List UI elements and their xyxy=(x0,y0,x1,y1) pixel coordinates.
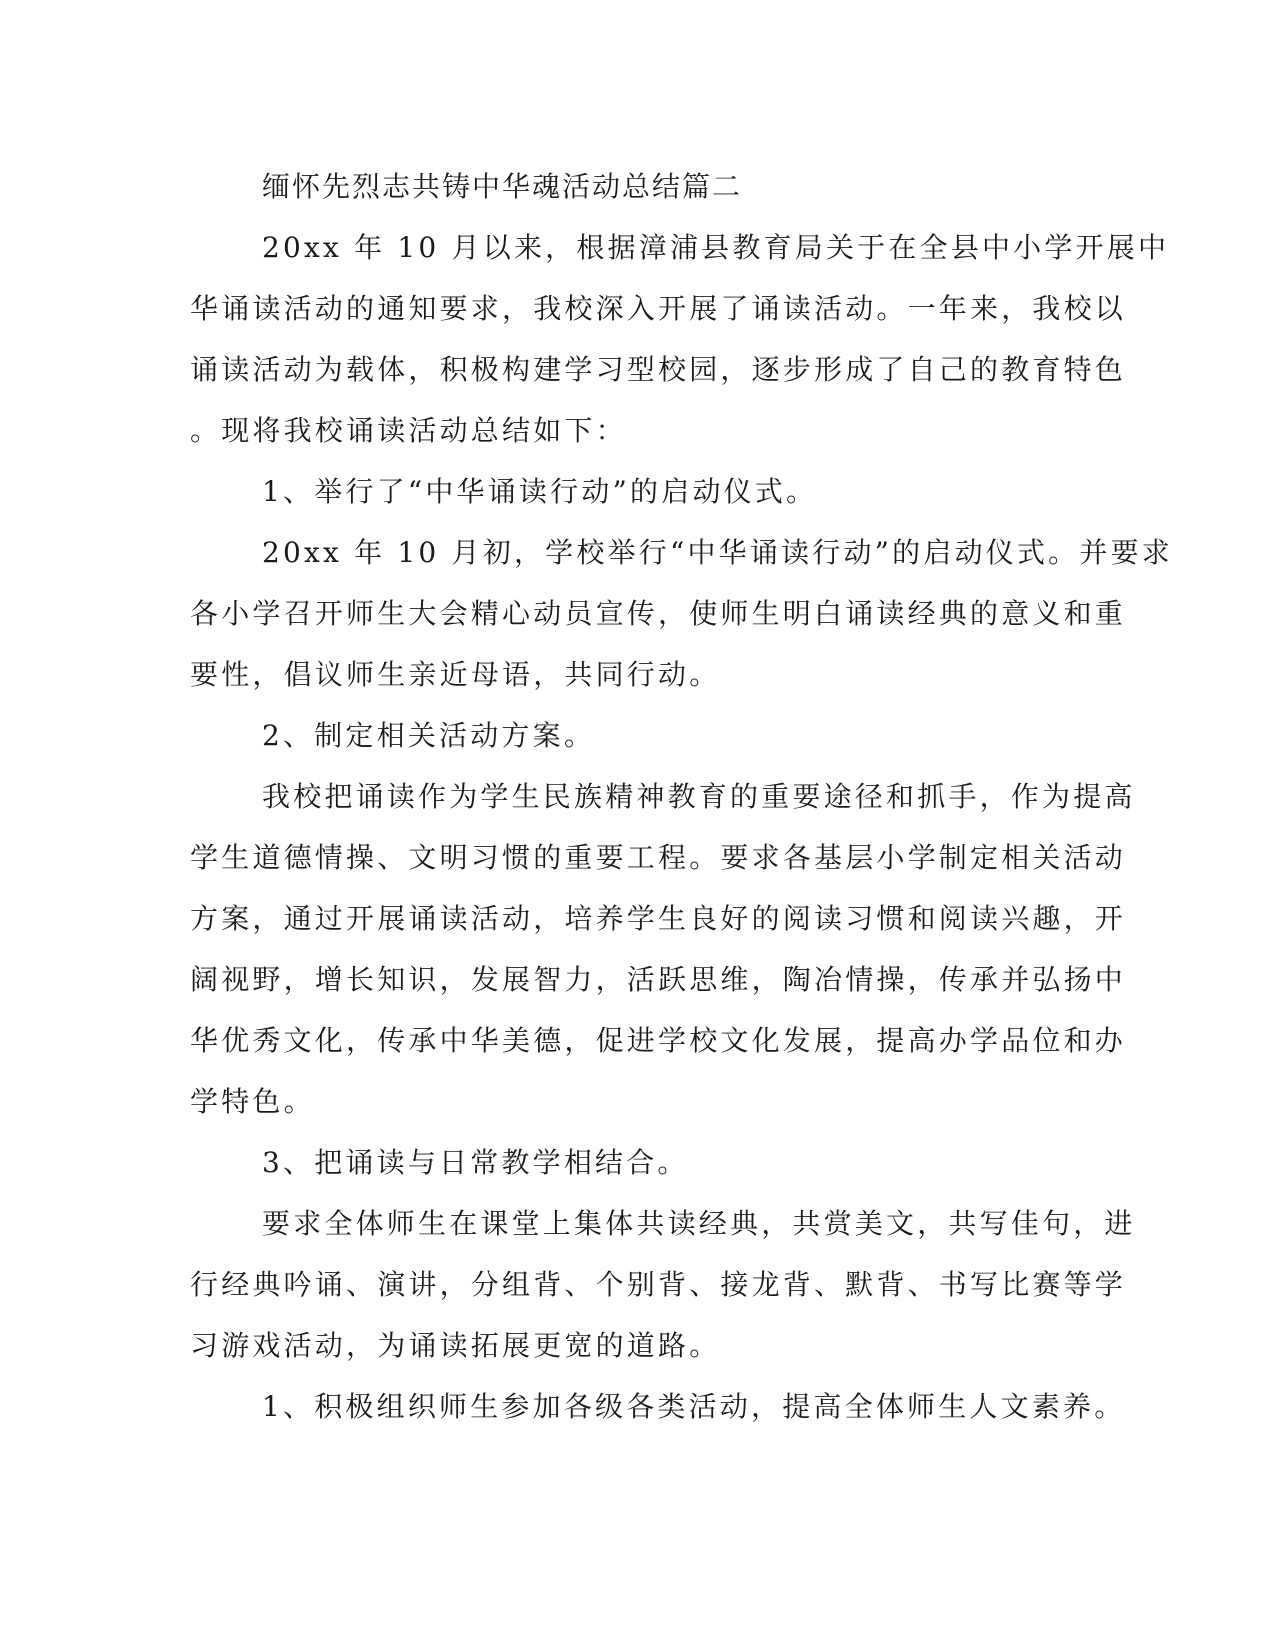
text-line: 华优秀文化，传承中华美德，促进学校文化发展，提高办学品位和办 xyxy=(190,1024,1127,1057)
document-title: 缅怀先烈志共铸中华魂活动总结篇二 xyxy=(262,170,743,203)
section-heading: 3、把诵读与日常教学相结合。 xyxy=(262,1146,689,1179)
text-line: 要求全体师生在课堂上集体共读经典，共赏美文，共写佳句，进 xyxy=(262,1207,1136,1240)
text-line: 行经典吟诵、演讲，分组背、个别背、接龙背、默背、书写比赛等学 xyxy=(190,1268,1127,1301)
text-line: 诵读活动为载体，积极构建学习型校园，逐步形成了自己的教育特色 xyxy=(190,353,1127,386)
text-line: 习游戏活动，为诵读拓展更宽的道路。 xyxy=(190,1329,721,1362)
text-line: 各小学召开师生大会精心动员宣传，使师生明白诵读经典的意义和重 xyxy=(190,597,1127,630)
section-heading: 2、制定相关活动方案。 xyxy=(262,719,596,752)
document-page xyxy=(190,156,1173,1437)
text-line: 华诵读活动的通知要求，我校深入开展了诵读活动。一年来，我校以 xyxy=(190,292,1127,325)
text-line: 20xx 年 10 月以来，根据漳浦县教育局关于在全县中小学开展中 xyxy=(262,231,1170,264)
text-line: 20xx 年 10 月初，学校举行“中华诵读行动”的启动仪式。并要求 xyxy=(262,536,1173,569)
text-line: 方案，通过开展诵读活动，培养学生良好的阅读习惯和阅读兴趣，开 xyxy=(190,902,1127,935)
text-line: 学生道德情操、文明习惯的重要工程。要求各基层小学制定相关活动 xyxy=(190,841,1127,874)
text-line: 学特色。 xyxy=(190,1085,315,1118)
section-heading: 1、积极组织师生参加各级各类活动，提高全体师生人文素养。 xyxy=(262,1390,1126,1423)
text-line: 。现将我校诵读活动总结如下： xyxy=(190,414,627,447)
text-line: 我校把诵读作为学生民族精神教育的重要途径和抓手，作为提高 xyxy=(262,780,1136,813)
section-heading: 1、举行了“中华诵读行动”的启动仪式。 xyxy=(262,475,818,508)
text-line: 阔视野，增长知识，发展智力，活跃思维，陶冶情操，传承并弘扬中 xyxy=(190,963,1127,996)
text-line: 要性，倡议师生亲近母语，共同行动。 xyxy=(190,658,721,691)
